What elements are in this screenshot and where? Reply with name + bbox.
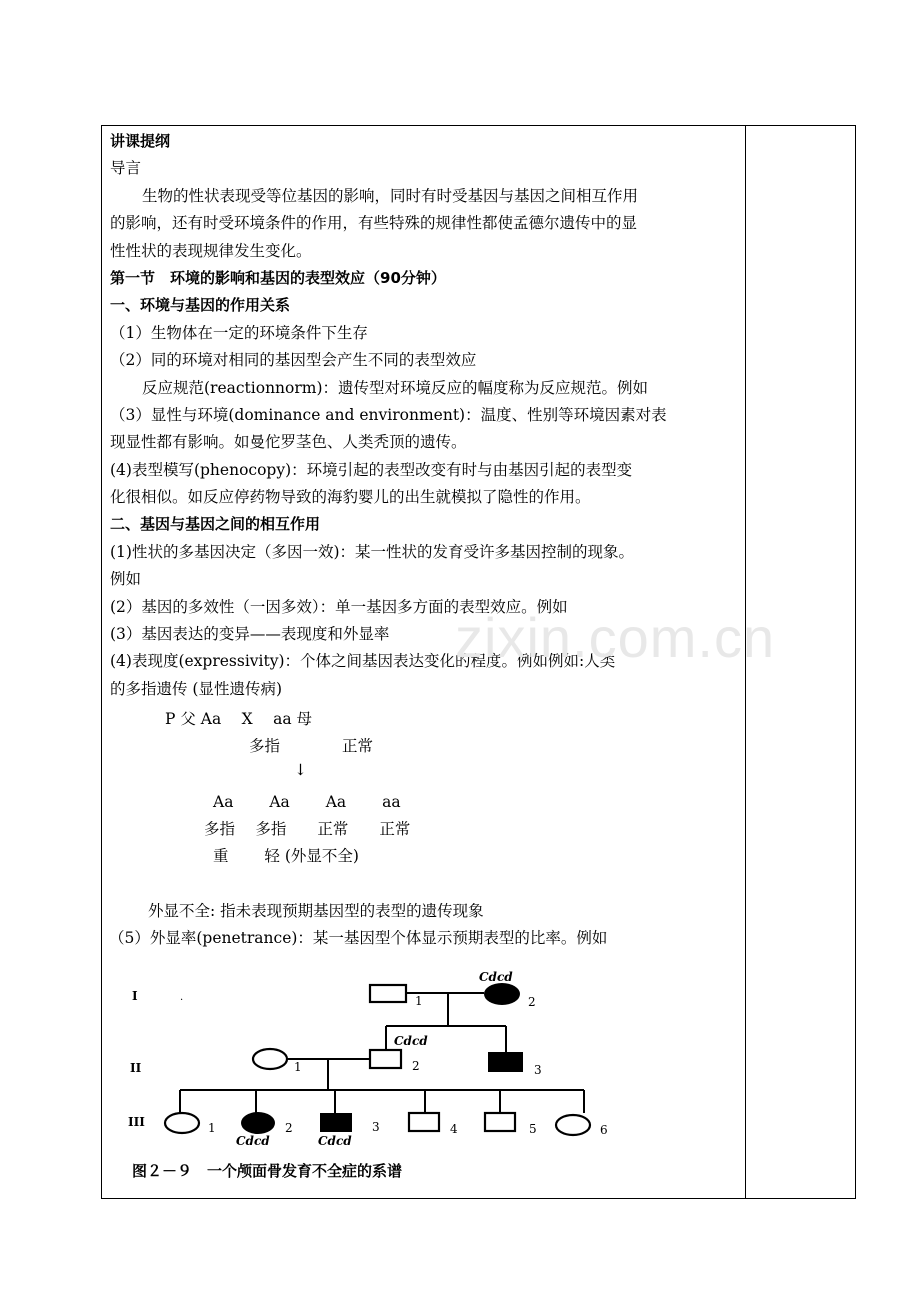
individual-number: 3 [372, 1120, 380, 1134]
list-item-continued: 化很相似。如反应停药物导致的海豹婴儿的出生就模拟了隐性的作用。 [110, 488, 591, 507]
cross-degree: 重 轻 (外显不全) [213, 847, 359, 865]
pedigree-male-unaffected [485, 1113, 515, 1131]
intro-paragraph-line: 的影响，还有时受环境条件的作用，有些特殊的规律性都使孟德尔遗传中的显 [110, 214, 638, 233]
cross-offspring-phenotypes: 多指 多指 正常 正常 [204, 820, 411, 838]
individual-number: 3 [534, 1063, 542, 1077]
genotype-label: Cdcd [236, 1134, 270, 1148]
individual-number: 4 [450, 1122, 458, 1136]
generation-label: III [128, 1115, 145, 1129]
list-item: (3）基因表达的变异——表现度和外显率 [110, 625, 390, 644]
intro-paragraph-line: 生物的性状表现受等位基因的影响，同时有时受基因与基因之间相互作用 [142, 186, 639, 205]
genotype-label: Cdcd [394, 1034, 428, 1048]
individual-number: 5 [529, 1122, 537, 1136]
list-item-continued: 的多指遗传 (显性遗传病) [110, 679, 283, 698]
list-item: (4)表现度(expressivity)：个体之间基因表达变化的程度。例如例如:人类 [110, 652, 616, 671]
outline-heading: 讲课提纲 [110, 132, 171, 150]
individual-number: 1 [294, 1060, 302, 1074]
pedigree-female-affected [484, 983, 520, 1005]
individual-number: 6 [600, 1123, 608, 1137]
list-item: （1）生物体在一定的环境条件下生存 [110, 323, 368, 342]
pedigree-male-unaffected [409, 1113, 439, 1131]
reaction-norm-text: 反应规范(reactionnorm)：遗传型对环境反应的幅度称为反应规范。例如 [142, 378, 649, 397]
intro-paragraph-line: 性性状的表现规律发生变化。 [110, 241, 312, 260]
individual-number: 2 [412, 1059, 420, 1073]
list-item: (4)表型模写(phenocopy)：环境引起的表型改变有时与由基因引起的表型变 [110, 460, 633, 479]
list-item: (1)性状的多基因决定（多因一效)：某一性状的发育受许多基因控制的现象。 [110, 542, 635, 561]
individual-number: 1 [208, 1121, 216, 1135]
pedigree-male-unaffected [370, 1050, 401, 1068]
individual-number: 2 [528, 995, 536, 1009]
list-item-continued: 现显性都有影响。如曼佗罗茎色、人类秃顶的遗传。 [110, 433, 467, 452]
pedigree-female-affected [241, 1112, 275, 1134]
individual-number: 2 [285, 1121, 293, 1135]
intro-title: 导言 [110, 159, 142, 178]
list-item: （3）显性与环境(dominance and environment)：温度、性别等环境因素对表 [110, 405, 667, 424]
cross-parents: P 父 Aa X aa 母 [165, 710, 313, 728]
incomplete-penetrance-definition: 外显不全: 指未表现预期基因型的表型的遗传现象 [148, 902, 484, 920]
cross-arrow: ↓ [294, 761, 307, 779]
pedigree-figure [128, 968, 628, 1188]
cross-parent-phenotypes: 多指 正常 [249, 737, 374, 755]
penetrance-definition: （5）外显率(penetrance)：某一基因型个体显示预期表型的比率。例如 [109, 929, 608, 947]
figure-caption: 图２－９ 一个颅面骨发育不全症的系谱 [132, 1162, 403, 1180]
list-item-continued: 例如 [110, 570, 142, 589]
column-divider [745, 126, 746, 1198]
pedigree-female-unaffected [165, 1113, 199, 1133]
genotype-label: Cdcd [318, 1134, 352, 1148]
individual-number: 1 [415, 994, 423, 1008]
watermark: zixin.com.cn [455, 606, 776, 669]
pedigree-female-unaffected [253, 1049, 287, 1069]
generation-label: I [132, 989, 138, 1003]
subsection-title: 二、基因与基因之间的相互作用 [110, 515, 321, 534]
pedigree-male-unaffected [370, 985, 406, 1002]
pedigree-female-unaffected [556, 1115, 590, 1135]
decoration-mark: . [180, 992, 184, 1003]
generation-label: II [130, 1061, 142, 1075]
subsection-title: 一、环境与基因的作用关系 [110, 296, 291, 315]
outline-content [110, 128, 740, 703]
cross-offspring: Aa Aa Aa aa [213, 793, 401, 811]
list-item: (2）基因的多效性（一因多效）：单一基因多方面的表型效应。例如 [110, 597, 568, 616]
pedigree-male-affected [320, 1113, 352, 1132]
section-title: 第一节 环境的影响和基因的表型效应（90分钟） [110, 268, 446, 287]
list-item: （2）同的环境对相同的基因型会产生不同的表型效应 [110, 351, 477, 370]
pedigree-male-affected [488, 1052, 523, 1072]
genotype-label: Cdcd [479, 970, 513, 984]
